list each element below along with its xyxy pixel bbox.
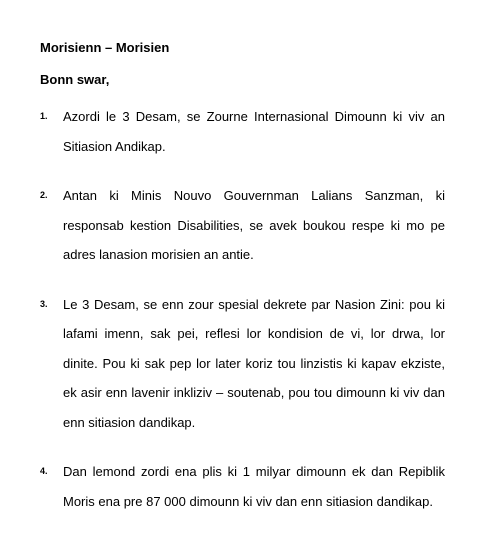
list-item	[40, 102, 445, 161]
list-item-text: Dan lemond zordi ena plis ki 1 milyar dimounn ek dan Repiblik Moris ena pre 87 000 dimounn ki viv dan enn sitiasion dandikap.	[63, 464, 445, 509]
numbered-list	[40, 102, 445, 536]
list-item	[40, 457, 445, 516]
greeting: Bonn swar,	[40, 72, 110, 87]
list-item-number: 1.	[40, 111, 48, 121]
list-item-text: Le 3 Desam, se enn zour spesial dekrete par Nasion Zini: pou ki lafami imenn, sak pei, reflesi lor kondision de vi, lor drwa, lor dinite. Pou ki sak pep lor later koriz tou linzistis ki kapav ekziste, ek asir enn lavenir inkliziv – soutenab, pou tou dimounn ki viv dan enn sitiasion dandikap.	[63, 296, 445, 430]
list-item-number: 3.	[40, 298, 48, 309]
list-item-text: Azordi le 3 Desam, se Zourne Internasional Dimounn ki viv an Sitiasion Andikap.	[63, 109, 445, 154]
list-item	[40, 290, 445, 438]
list-item-number: 2.	[40, 190, 48, 200]
list-item-number: 4.	[40, 466, 48, 476]
list-item-text: Antan ki Minis Nouvo Gouvernman Lalians Sanzman, ki responsab kestion Disabilities, se avek boukou respe ki mo pe adres lanasion morisien an antie.	[63, 188, 445, 262]
list-item	[40, 181, 445, 270]
document-title: Morisienn – Morisien	[40, 40, 170, 55]
